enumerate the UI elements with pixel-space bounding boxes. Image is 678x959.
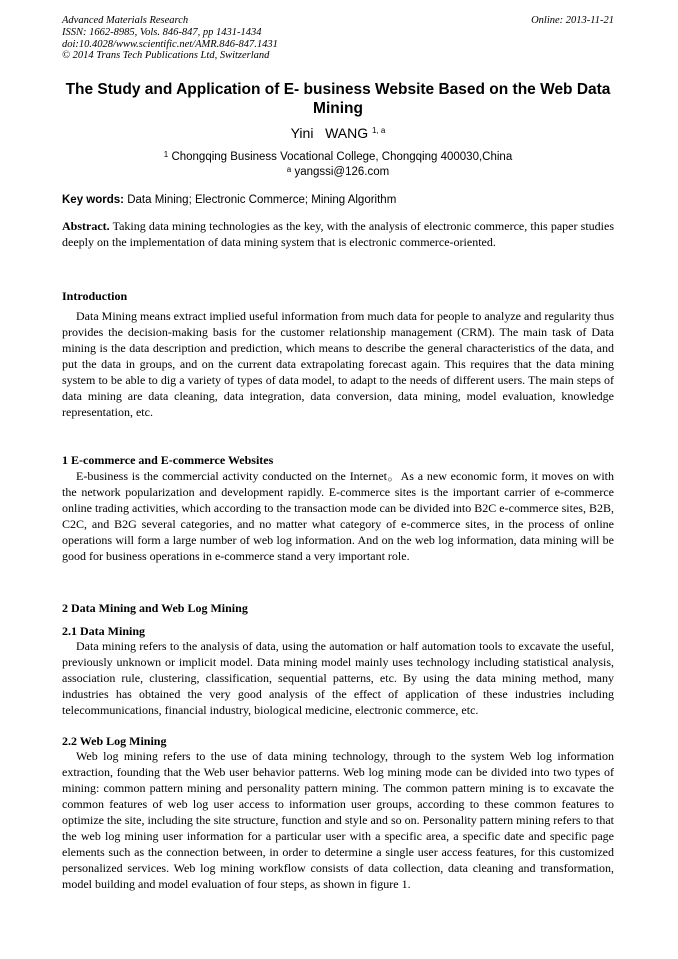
journal-name: Advanced Materials Research (62, 15, 189, 26)
author-email: yangssi@126.com (294, 165, 390, 178)
abstract (62, 218, 614, 250)
issn-line: ISSN: 1662-8985, Vols. 846-847, pp 1431-1434 (62, 26, 262, 38)
heading-section-2-1: 2.1 Data Mining (62, 624, 146, 638)
affiliation (62, 150, 614, 179)
doi-line: doi:10.4028/www.scientific.net/AMR.846-847.1431 (62, 38, 278, 50)
journal-header (62, 15, 614, 62)
heading-section-1: 1 E-commerce and E-commerce Websites (62, 453, 274, 467)
heading-section-2: 2 Data Mining and Web Log Mining (62, 601, 248, 615)
introduction-paragraph: Data Mining means extract implied useful information from much data for people to analyze and regularity thus provides the decision-making basis for the customer relationship management (CRM). The main task of Data mining is the data description and prediction, which means to describe the general characteristics of the data, and put the data in groups, and on the current data extrapolating forecast again. This requires that the data mining system to be able to dig a variety of types of data model, to adapt to the needs of different users. The main steps of data mining are data cleaning, data integration, data conversion, data mining, model evaluation, knowledge representation, etc. (62, 309, 614, 419)
affil-mark-1: 1 (163, 150, 169, 159)
keywords (62, 193, 614, 207)
heading-introduction: Introduction (62, 289, 128, 303)
section-2-2-paragraph: Web log mining refers to the use of data mining technology, through to the system Web log information extraction, founding that the Web user behavior patterns. Web log mining mode can be divided into two types of mining: common pattern mining and personality pattern mining. The common pattern mining is to excavate the common features of web log user access to information user groups, according to these common features to optimize the site, including the site structure, function and style and so on. Personality pattern mining refers to that the web log mining user information for a particular user with a specific area, a specific date and specific page elements such as the connection between, in order to determine a single user access features, for this customized personalized services. Web log mining workflow consists of data collection, data cleaning and transformation, model building and model evaluation of four steps, as shown in figure 1. (62, 749, 614, 891)
author-affil-mark: 1, a (372, 126, 386, 135)
affil-mark-a: a (286, 164, 292, 174)
abstract-text: Taking data mining technologies as the key, with the analysis of electronic commerce, this paper studies deeply on the implementation of data mining system that is electronic commerce-oriented. (62, 219, 614, 249)
keywords-text: Data Mining; Electronic Commerce; Mining Algorithm (127, 194, 397, 206)
section-2-1-paragraph: Data mining refers to the analysis of data, using the automation or half automation tools to excavate the useful, previously unknown or implicit model. Data mining model mainly uses technology including statistical analysis, association rule, clustering, classification, sequential patterns, etc. By using the data mining method, many industries has obtained the very good analysis of the effect of application of these industries including telecommunications, financial industry, biological medicine, electronic commerce, etc. (62, 639, 614, 717)
affiliation-line: Chongqing Business Vocational College, Chongqing 400030,China (171, 151, 513, 163)
section-2-1-text (62, 638, 614, 718)
introduction-text (62, 308, 614, 420)
copyright-line: © 2014 Trans Tech Publications Ltd, Switzerland (62, 50, 270, 62)
section-1-paragraph: E-business is the commercial activity conducted on the Internet。As a new economic form, it moves on with the network popularization and development rapidly. E-commerce sites is the important carrier of e-commerce online trading activities, which according to the transaction mode can be divided into B2C e-commerce sites, B2B, C2C, and B2G several categories, and no matter what category of e-commerce sites, in the process of online operations will form a large number of web log information. And on the web log information, data mining will be good for business operations in e-commerce stand a very important role. (62, 469, 614, 563)
section-1-text (62, 468, 614, 564)
abstract-label: Abstract. (62, 219, 110, 233)
paper-title: The Study and Application of E- business Website Based on the Web Data Mining (65, 81, 611, 117)
section-2-2-text (62, 748, 614, 892)
online-date: Online: 2013-11-21 (531, 15, 614, 26)
keywords-label: Key words: (62, 194, 124, 206)
author-line (62, 124, 614, 142)
heading-section-2-2: 2.2 Web Log Mining (62, 734, 167, 748)
author-name: Yini WANG (290, 125, 369, 141)
